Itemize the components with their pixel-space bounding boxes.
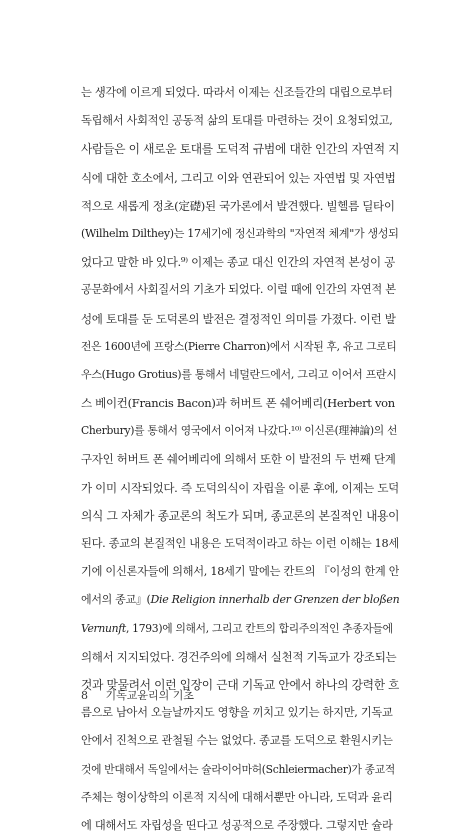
text-line: 공문화에서 사회질서의 기초가 되었다. 이럴 때에 인간의 자연적 본 (81, 283, 396, 297)
text-line: 에서의 종교』(Die Religion innerhalb der Grenzen der bloßen (81, 593, 399, 607)
text-line: 구자인 허버트 폰 쉐어베리에 의해서 또한 이 발전의 두 번째 단계 (81, 452, 396, 467)
text-line: 성에 토대를 둔 도덕론의 발전은 결정적인 의미를 가졌다. 이런 발 (81, 311, 396, 326)
text-line: 적으로 새롭게 정초(定礎)된 국가론에서 발견했다. 빌헬름 딜타이 (81, 198, 395, 213)
text-line: 름으로 남아서 오늘날까지도 영향을 끼치고 있기는 하지만, 기독교 (81, 706, 393, 720)
text-line: 사람들은 이 새로운 토대를 도덕적 규범에 대한 인간의 자연적 지 (81, 142, 399, 157)
text-line: 었다고 말한 바 있다.⁹⁾ 이제는 종교 대신 인간의 자연적 본성이 공 (81, 255, 395, 270)
page-footer (81, 687, 194, 705)
text-line: 의해서 지지되었다. 경건주의에 의해서 실천적 기독교가 강조되는 (81, 649, 397, 664)
text-line: 안에서 진척으로 관철될 수는 없었다. 종교를 도덕으로 환원시키는 (81, 734, 393, 748)
text-line: 독립해서 사회적인 공동적 삶의 토대를 마련하는 것이 요청되었고, (81, 114, 393, 128)
text-line: 의식 그 자체가 종교론의 척도가 되며, 종교론의 본질적인 내용이 (81, 508, 399, 523)
text-line: 주체는 형이상학의 이론적 지식에 대해서뿐만 아니라, 도덕과 윤리 (81, 790, 393, 804)
text-line: 것과 맞물려서 이런 입장이 근대 기독교 안에서 하나의 강력한 흐 (81, 677, 399, 692)
text-line: 전은 1600년에 프랑스(Pierre Charron)에서 시작된 후, 유고 그로티 (81, 339, 397, 353)
text-line: 기에 이신론자들에 의해서, 18세기 말에는 칸트의 『이성의 한계 안 (81, 565, 399, 579)
text-line: 된다. 종교의 본질적인 내용은 도덕적이라고 하는 이런 이해는 18세 (81, 537, 399, 550)
text-line: Cherbury)를 통해서 영국에서 이어져 나갔다.¹⁰⁾ 이신론(理神論)의 선 (81, 424, 398, 438)
text-line: 식에 대한 호소에서, 그리고 이와 연관되어 있는 자연법 및 자연법 (81, 170, 396, 185)
text-line: 에 대해서도 자립성을 띤다고 성공적으로 주장했다. 그렇지만 슐라 (81, 818, 393, 832)
text-line: 스 베이컨(Francis Bacon)과 허버트 폰 쉐어베리(Herbert von (81, 396, 395, 411)
text-line: 가 이미 시작되었다. 즉 도덕의식이 자립을 이룬 후에, 이제는 도덕 (81, 480, 399, 495)
running-title: 기독교윤리의 기초 (105, 689, 195, 702)
text-line: (Wilhelm Dilthey)는 17세기에 정신과학의 "자연적 체계"가 생성되 (81, 226, 399, 240)
text-line: 것에 반대해서 독일에서는 슐라이어마허(Schleiermacher)가 종교적 (81, 762, 395, 776)
body-text (81, 79, 399, 840)
page-number: 8 (81, 689, 88, 702)
text-line: Vernunft, 1793)에 의해서, 그리고 칸트의 합리주의적인 추종자들에 (81, 621, 393, 635)
text-line: 는 생각에 이르게 되었다. 따라서 이제는 신조들간의 대립으로부터 (81, 86, 393, 99)
text-line: 우스(Hugo Grotius)를 통해서 네덜란드에서, 그리고 이어서 프란시 (81, 367, 397, 381)
